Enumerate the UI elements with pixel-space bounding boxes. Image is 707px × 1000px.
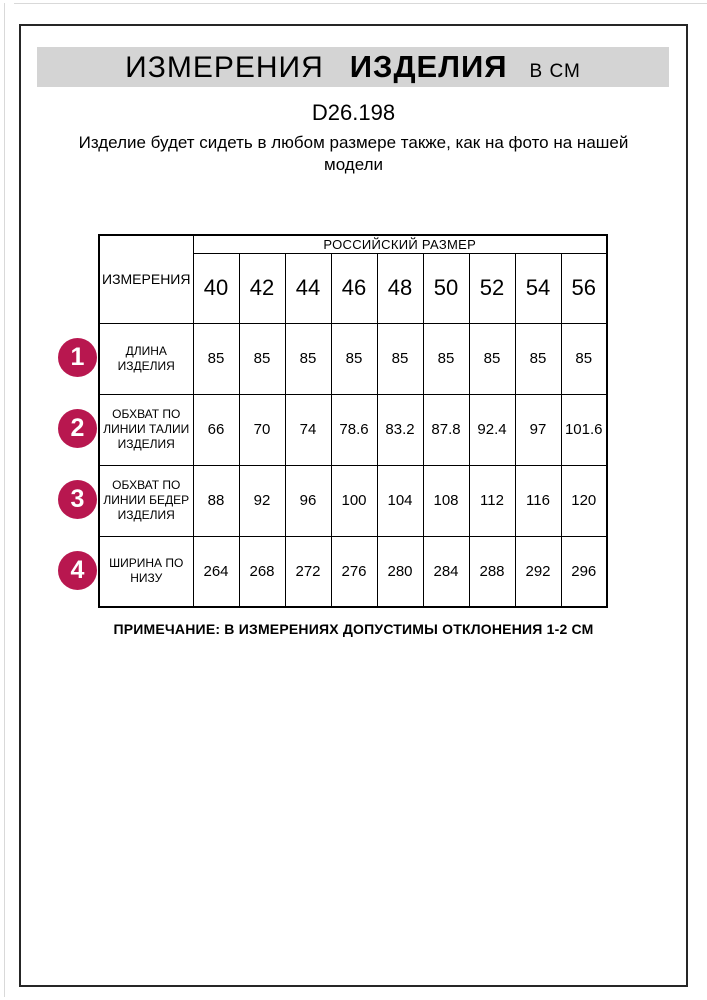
table-group-header: РОССИЙСКИЙ РАЗМЕР	[193, 235, 607, 253]
size-header-cell: 40	[193, 253, 239, 323]
value-cell: 116	[515, 465, 561, 536]
product-description	[19, 132, 688, 176]
row-label: ОБХВАТ ПО ЛИНИИ БЕДЕР ИЗДЕЛИЯ	[99, 465, 193, 536]
value-cell: 268	[239, 536, 285, 607]
value-cell: 87.8	[423, 394, 469, 465]
value-cell: 100	[331, 465, 377, 536]
size-header-cell: 44	[285, 253, 331, 323]
table-row	[99, 394, 607, 465]
row-number-badge-1: 1	[58, 338, 97, 377]
value-cell: 284	[423, 536, 469, 607]
product-code: D26.198	[311, 100, 396, 125]
value-cell: 112	[469, 465, 515, 536]
value-cell: 74	[285, 394, 331, 465]
value-cell: 85	[193, 323, 239, 394]
value-cell: 92	[239, 465, 285, 536]
value-cell: 97	[515, 394, 561, 465]
table-row	[99, 536, 607, 607]
value-cell: 88	[193, 465, 239, 536]
title-product-label: ИЗДЕЛИЯ	[349, 49, 508, 84]
measurement-tolerance-note: ПРИМЕЧАНИЕ: В ИЗМЕРЕНИЯХ ДОПУСТИМЫ ОТКЛОНЕНИЯ 1-2 СМ	[113, 621, 594, 637]
value-cell: 83.2	[377, 394, 423, 465]
size-header-cell: 48	[377, 253, 423, 323]
value-cell: 272	[285, 536, 331, 607]
row-number-badge-3: 3	[58, 480, 97, 519]
value-cell: 292	[515, 536, 561, 607]
value-cell: 85	[561, 323, 607, 394]
value-cell: 296	[561, 536, 607, 607]
value-cell: 78.6	[331, 394, 377, 465]
value-cell: 85	[377, 323, 423, 394]
table-corner-label: ИЗМЕРЕНИЯ	[99, 235, 193, 323]
value-cell: 85	[239, 323, 285, 394]
value-cell: 66	[193, 394, 239, 465]
row-label: ШИРИНА ПО НИЗУ	[99, 536, 193, 607]
title-measurements-label: ИЗМЕРЕНИЯ	[125, 51, 324, 84]
value-cell: 85	[285, 323, 331, 394]
value-cell: 264	[193, 536, 239, 607]
size-header-cell: 56	[561, 253, 607, 323]
value-cell: 104	[377, 465, 423, 536]
product-description-line1: Изделие будет сидеть в любом размере также, как на фото на нашей	[78, 133, 629, 152]
value-cell: 280	[377, 536, 423, 607]
row-label: ДЛИНА ИЗДЕЛИЯ	[99, 323, 193, 394]
value-cell: 120	[561, 465, 607, 536]
value-cell: 108	[423, 465, 469, 536]
table-row	[99, 465, 607, 536]
value-cell: 276	[331, 536, 377, 607]
value-cell: 288	[469, 536, 515, 607]
title-bar	[37, 47, 669, 87]
row-label: ОБХВАТ ПО ЛИНИИ ТАЛИИ ИЗДЕЛИЯ	[99, 394, 193, 465]
size-header-cell: 52	[469, 253, 515, 323]
size-header-cell: 46	[331, 253, 377, 323]
value-cell: 96	[285, 465, 331, 536]
size-header-cell: 54	[515, 253, 561, 323]
page-edge-left-line	[4, 3, 5, 997]
value-cell: 85	[331, 323, 377, 394]
row-number-badge-4: 4	[58, 551, 97, 590]
value-cell: 85	[469, 323, 515, 394]
table-row	[99, 323, 607, 394]
product-description-line2: модели	[324, 155, 383, 174]
page-edge-top-line	[14, 3, 707, 4]
value-cell: 85	[515, 323, 561, 394]
value-cell: 101.6	[561, 394, 607, 465]
size-table	[98, 234, 608, 608]
title-units-label: В СМ	[529, 61, 581, 82]
size-header-cell: 50	[423, 253, 469, 323]
size-header-cell: 42	[239, 253, 285, 323]
value-cell: 70	[239, 394, 285, 465]
value-cell: 92.4	[469, 394, 515, 465]
value-cell: 85	[423, 323, 469, 394]
row-number-badge-2: 2	[58, 409, 97, 448]
